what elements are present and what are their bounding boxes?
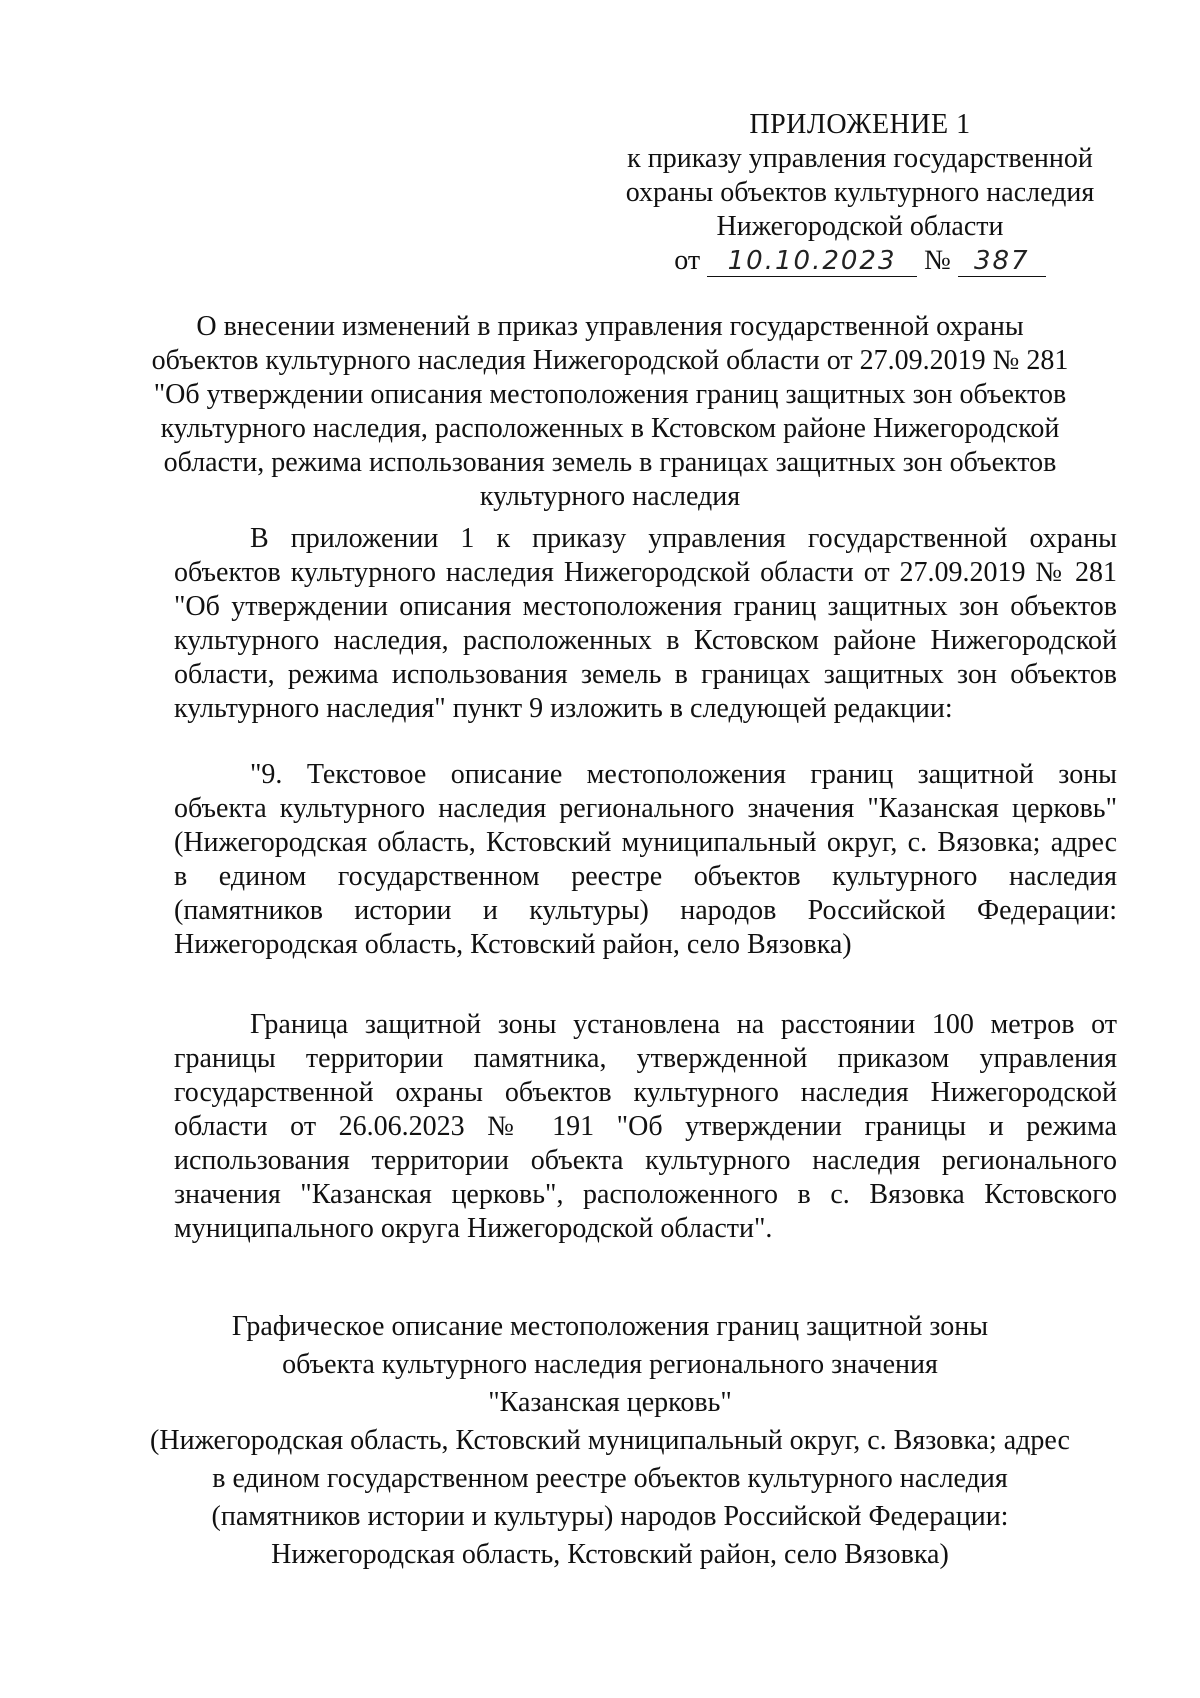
title-line: "Об утверждении описания местоположения границ защитных зон объектов xyxy=(153,379,1067,410)
paragraph-line: (Нижегородская область, Кстовский муниципальный округ, с. Вязовка; адрес xyxy=(174,827,1117,858)
appendix-line: к приказу управления государственной xyxy=(627,143,1093,174)
appendix-header xyxy=(600,108,1120,278)
paragraph-line: в едином государственном реестре объектов культурного наследия xyxy=(174,861,1117,892)
number-prefix: № xyxy=(924,245,951,276)
paragraph-line: объекта культурного наследия регионального значения "Казанская церковь" xyxy=(174,793,1117,824)
paragraph-line: области, режима использования земель в границах защитных зон объектов xyxy=(174,659,1117,690)
graphic-heading-line: Нижегородская область, Кстовский район, село Вязовка) xyxy=(271,1539,949,1570)
paragraph-line: объектов культурного наследия Нижегородской области от 27.09.2019 № 281 xyxy=(174,557,1117,588)
appendix-heading: ПРИЛОЖЕНИЕ 1 xyxy=(749,109,971,140)
paragraph-line: В приложении 1 к приказу управления государственной охраны xyxy=(250,523,1117,554)
paragraph-line: Граница защитной зоны установлена на расстоянии 100 метров от xyxy=(250,1009,1117,1040)
graphic-heading-line: объекта культурного наследия регионального значения xyxy=(282,1349,938,1380)
graphic-heading-line: Графическое описание местоположения границ защитной зоны xyxy=(231,1311,989,1342)
document-title xyxy=(130,310,1090,514)
paragraph-line: значения "Казанская церковь", расположенного в с. Вязовка Кстовского xyxy=(174,1179,1117,1210)
paragraph-line: "9. Текстовое описание местоположения границ защитной зоны xyxy=(250,759,1117,790)
graphic-description-heading xyxy=(130,1308,1090,1574)
graphic-heading-line: (памятников истории и культуры) народов Российской Федерации: xyxy=(211,1501,1009,1532)
paragraph-line: государственной охраны объектов культурного наследия Нижегородской xyxy=(174,1077,1117,1108)
appendix-line: Нижегородской области xyxy=(716,211,1004,242)
paragraph-amendment xyxy=(174,522,1117,726)
paragraph-line: муниципального округа Нижегородской области". xyxy=(174,1213,773,1244)
paragraph-line: культурного наследия" пункт 9 изложить в следующей редакции: xyxy=(174,693,953,724)
paragraph-line: Нижегородская область, Кстовский район, село Вязовка) xyxy=(174,929,852,960)
order-date-line xyxy=(600,244,1120,278)
graphic-heading-line: (Нижегородская область, Кстовский муниципальный округ, с. Вязовка; адрес xyxy=(150,1425,1070,1456)
paragraph-boundary xyxy=(174,1008,1117,1246)
graphic-heading-line: "Казанская церковь" xyxy=(488,1387,732,1418)
paragraph-line: границы территории памятника, утвержденной приказом управления xyxy=(174,1043,1117,1074)
order-number-handwritten: 387 xyxy=(958,246,1046,277)
paragraph-line: культурного наследия, расположенных в Кстовском районе Нижегородской xyxy=(174,625,1117,656)
date-prefix: от xyxy=(674,245,701,276)
order-date-handwritten: 10.10.2023 xyxy=(707,246,917,277)
graphic-heading-line: в едином государственном реестре объектов культурного наследия xyxy=(212,1463,1008,1494)
paragraph-line: (памятников истории и культуры) народов Российской Федерации: xyxy=(174,895,1117,926)
paragraph-line: "Об утверждении описания местоположения границ защитных зон объектов xyxy=(174,591,1117,622)
paragraph-line: области от 26.06.2023 № 191 "Об утверждении границы и режима xyxy=(174,1111,1117,1142)
title-line: культурного наследия, расположенных в Кстовском районе Нижегородской xyxy=(160,413,1060,444)
appendix-line: охраны объектов культурного наследия xyxy=(625,177,1095,208)
title-line: культурного наследия xyxy=(479,481,741,512)
title-line: области, режима использования земель в границах защитных зон объектов xyxy=(163,447,1057,478)
paragraph-item-9 xyxy=(174,758,1117,962)
title-line: О внесении изменений в приказ управления государственной охраны xyxy=(196,311,1024,342)
title-line: объектов культурного наследия Нижегородской области от 27.09.2019 № 281 xyxy=(151,345,1069,376)
paragraph-line: использования территории объекта культурного наследия регионального xyxy=(174,1145,1117,1176)
